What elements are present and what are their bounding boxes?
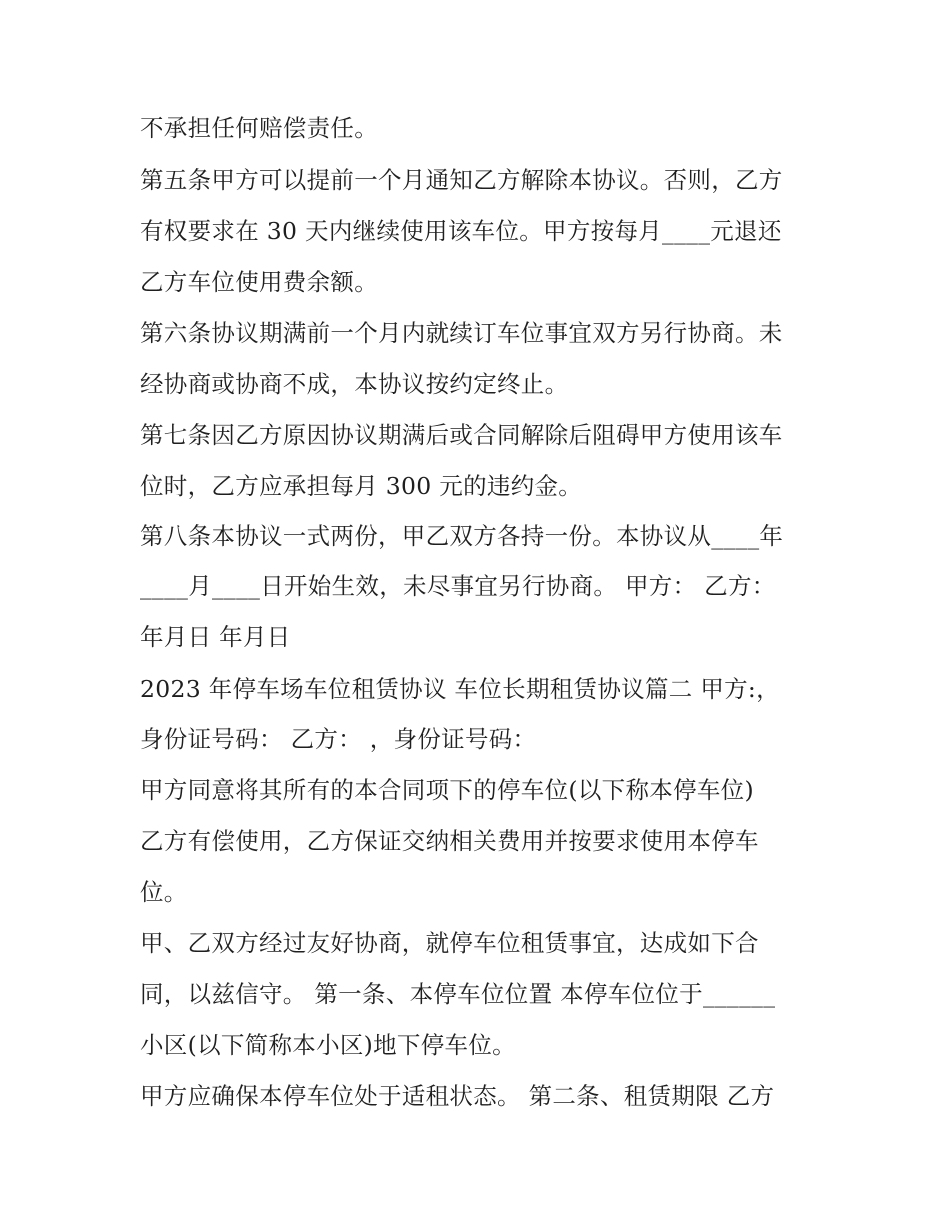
text-line: 第七条因乙方原因协议期满后或合同解除后阻碍甲方使用该车 [140,421,783,449]
text-line: 甲方同意将其所有的本合同项下的停车位(以下称本停车位) [140,776,754,804]
text-line: 位。 [140,878,188,906]
text-line: 身份证号码： 乙方： ，身份证号码： [140,725,537,753]
text-line: 第六条协议期满前一个月内就续订车位事宜双方另行协商。未 [140,319,783,347]
text-line: 有权要求在 30 天内继续使用该车位。甲方按每月____元退还 [140,217,782,245]
text-line: 同，以兹信守。 第一条、本停车位位置 本停车位位于______ [140,980,776,1008]
text-line: 2023 年停车场车位租赁协议 车位长期租赁协议篇二 甲方:， [140,675,780,703]
text-line: 乙方有偿使用，乙方保证交纳相关费用并按要求使用本停车 [140,827,759,855]
text-line: 年月日 年月日 [140,623,291,651]
text-line: 小区(以下简称本小区)地下停车位。 [140,1031,516,1059]
text-line: 经协商或协商不成，本协议按约定终止。 [140,370,569,398]
text-line: 甲、乙双方经过友好协商，就停车位租赁事宜，达成如下合 [140,929,759,957]
text-line: 不承担任何赔偿责任。 [140,114,378,142]
text-line: 位时，乙方应承担每月 300 元的违约金。 [140,472,583,500]
text-line: 第五条甲方可以提前一个月通知乙方解除本协议。否则，乙方 [140,166,783,194]
text-line: ____月____日开始生效，未尽事宜另行协商。 甲方： 乙方： [140,572,776,600]
text-line: 第八条本协议一式两份，甲乙双方各持一份。本协议从____年 [140,522,784,550]
text-line: 乙方车位使用费余额。 [140,268,378,296]
text-line: 甲方应确保本停车位处于适租状态。 第二条、租赁期限 乙方 [140,1082,775,1110]
